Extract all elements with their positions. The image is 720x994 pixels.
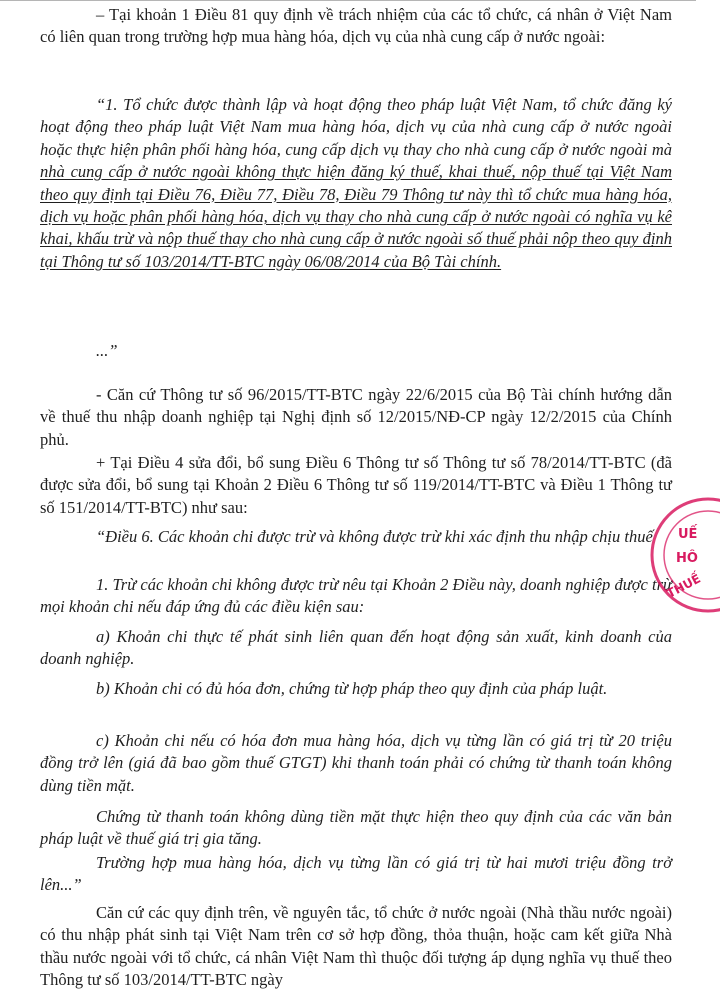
quote-article-6-item-a: a) Khoản chi thực tế phát sinh liên quan đến hoạt động sản xuất, kinh doanh của doanh nghiệp. — [40, 627, 672, 669]
paragraph-article-81: – Tại khoản 1 Điều 81 quy định về trách nhiệm của các tổ chức, cá nhân ở Việt Nam có liên quan trong trường hợp mua hàng hóa, dịch vụ của nhà cung cấp ở nước ngoài: — [40, 5, 672, 47]
scan-edge-top — [0, 0, 696, 1]
paragraph-circular-96: - Căn cứ Thông tư số 96/2015/TT-BTC ngày 22/6/2015 của Bộ Tài chính hướng dẫn về thuế thu nhập doanh nghiệp tại Nghị định số 12/2015/NĐ-CP ngày 12/2/2015 của Chính phủ. — [40, 385, 672, 449]
paragraph-conclusion: Căn cứ các quy định trên, về nguyên tắc, tổ chức ở nước ngoài (Nhà thầu nước ngoài) có thu nhập phát sinh tại Việt Nam trên cơ sở hợp đồng, thỏa thuận, hoặc cam kết giữa Nhà thầu nước ngoài với tổ chức, cá nhân Việt Nam thì thuộc đối tượng áp dụng nghĩa vụ thuế theo Thông tư số 103/2014/TT-BTC ngày — [40, 903, 672, 990]
quote-clause-1-text: “1. Tổ chức được thành lập và hoạt động theo pháp luật Việt Nam, tổ chức đăng ký hoạt động theo pháp luật Việt Nam mua hàng hóa, dịch vụ của nhà cung cấp ở nước ngoài hoặc thực hiện phân phối hàng hóa, cung cấp dịch vụ thay cho nhà cung cấp ở nước ngoài mà — [40, 95, 672, 159]
quote-clause-1-ellipsis: ...” — [96, 341, 118, 360]
red-seal-stamp — [640, 492, 720, 618]
quote-article-6-item-1: 1. Trừ các khoản chi không được trừ nêu tại Khoản 2 Điều này, doanh nghiệp được trừ mọi khoản chi nếu đáp ứng đủ các điều kiện sau: — [40, 575, 672, 617]
quote-clause-1 — [40, 94, 672, 273]
quote-article-6-item-b: b) Khoản chi có đủ hóa đơn, chứng từ hợp pháp theo quy định của pháp luật. — [96, 679, 608, 698]
quote-article-6-item-c: c) Khoản chi nếu có hóa đơn mua hàng hóa, dịch vụ từng lần có giá trị từ 20 triệu đồng trở lên (giá đã bao gồm thuế GTGT) khi thanh toán phải có chứng từ thanh toán không dùng tiền mặt. — [40, 731, 672, 795]
stamp-fragment-2: HÔ — [676, 551, 698, 566]
quote-article-6-payment-note: Chứng từ thanh toán không dùng tiền mặt thực hiện theo quy định của các văn bản pháp luật về thuế giá trị gia tăng. — [40, 807, 672, 849]
quote-clause-1-underlined: nhà cung cấp ở nước ngoài không thực hiện đăng ký thuế, khai thuế, nộp thuế tại Việt Nam theo quy định tại Điều 76, Điều 77, Điều 78, Điều 79 Thông tư này thì tổ chức mua hàng hóa, dịch vụ hoặc phân phối hàng hóa, dịch vụ thay cho nhà cung cấp ở nước ngoài có nghĩa vụ kê khai, khấu trừ và nộp thuế thay cho nhà cung cấp ở nước ngoài số thuế phải nộp theo quy định tại Thông tư số 103/2014/TT-BTC ngày 06/08/2014 của Bộ Tài chính. — [40, 162, 672, 271]
stamp-fragment-3: THUẾ — [664, 571, 703, 601]
paragraph-article-4: + Tại Điều 4 sửa đổi, bổ sung Điều 6 Thông tư số Thông tư số 78/2014/TT-BTC (đã được sửa đổi, bổ sung tại Khoản 2 Điều 6 Thông tư số 119/2014/TT-BTC và Điều 1 Thông tư số 151/2014/TT-BTC) như sau: — [40, 453, 672, 517]
quote-article-6-title: “Điều 6. Các khoản chi được trừ và không được trừ khi xác định thu nhập chịu thuế — [96, 527, 653, 546]
stamp-fragment-1: UẾ — [678, 527, 698, 542]
quote-article-6-purchase-note: Trường hợp mua hàng hóa, dịch vụ từng lần có giá trị từ hai mươi triệu đồng trở lên...” — [40, 853, 672, 895]
